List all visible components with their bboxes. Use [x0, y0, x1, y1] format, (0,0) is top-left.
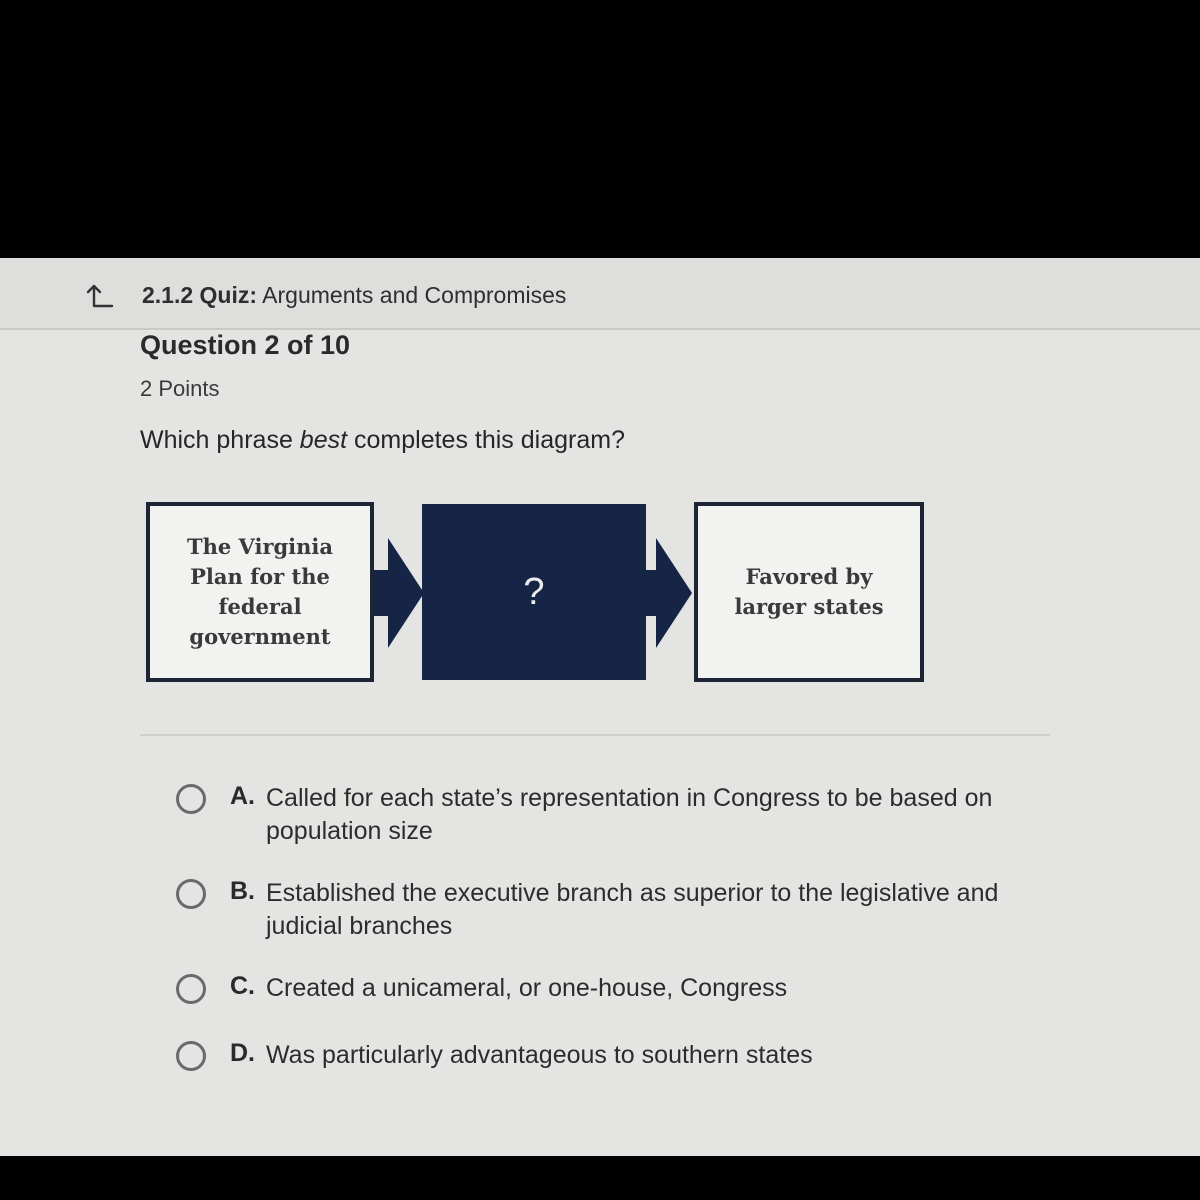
divider [140, 734, 1050, 736]
prompt-start: Which phrase [140, 426, 300, 454]
option-text: Called for each state’s representation in Congress to be based on population size [266, 784, 993, 845]
answer-option-a[interactable] [176, 782, 1076, 852]
radio-unselected-icon[interactable] [176, 1041, 206, 1071]
quiz-title [142, 282, 566, 309]
answer-option-d[interactable] [176, 1039, 1076, 1077]
question-points: 2 Points [140, 376, 220, 401]
radio-unselected-icon[interactable] [176, 879, 206, 909]
answer-option-b[interactable] [176, 877, 1076, 947]
radio-unselected-icon[interactable] [176, 784, 206, 814]
question-counter: Question 2 of 10 [140, 330, 351, 360]
diagram-middle-box: ? [422, 504, 646, 680]
diagram-left-box: The Virginia Plan for the federal government [146, 502, 374, 682]
radio-unselected-icon[interactable] [176, 974, 206, 1004]
option-text: Established the executive branch as superior to the legislative and judicial branches [266, 879, 999, 940]
top-bar [0, 258, 1200, 330]
option-text: Created a unicameral, or one-house, Congress [266, 974, 788, 1002]
arrow-right-icon [374, 538, 428, 648]
quiz-label: Quiz: [199, 282, 258, 308]
quiz-name: Arguments and Compromises [262, 282, 567, 308]
flow-diagram [140, 498, 940, 688]
quiz-screen [0, 258, 1200, 1156]
option-letter: C. [230, 972, 255, 1000]
diagram-right-box: Favored by larger states [694, 502, 924, 682]
option-letter: B. [230, 877, 255, 905]
option-letter: D. [230, 1039, 255, 1067]
question-prompt [140, 426, 625, 455]
back-arrow-icon[interactable] [86, 280, 116, 310]
answer-option-c[interactable] [176, 972, 1076, 1010]
prompt-emphasis: best [299, 426, 348, 454]
option-letter: A. [230, 782, 255, 810]
quiz-number: 2.1.2 [142, 282, 194, 308]
arrow-right-icon [642, 538, 696, 648]
prompt-end: completes this diagram? [347, 426, 625, 454]
option-text: Was particularly advantageous to southern states [266, 1041, 813, 1069]
